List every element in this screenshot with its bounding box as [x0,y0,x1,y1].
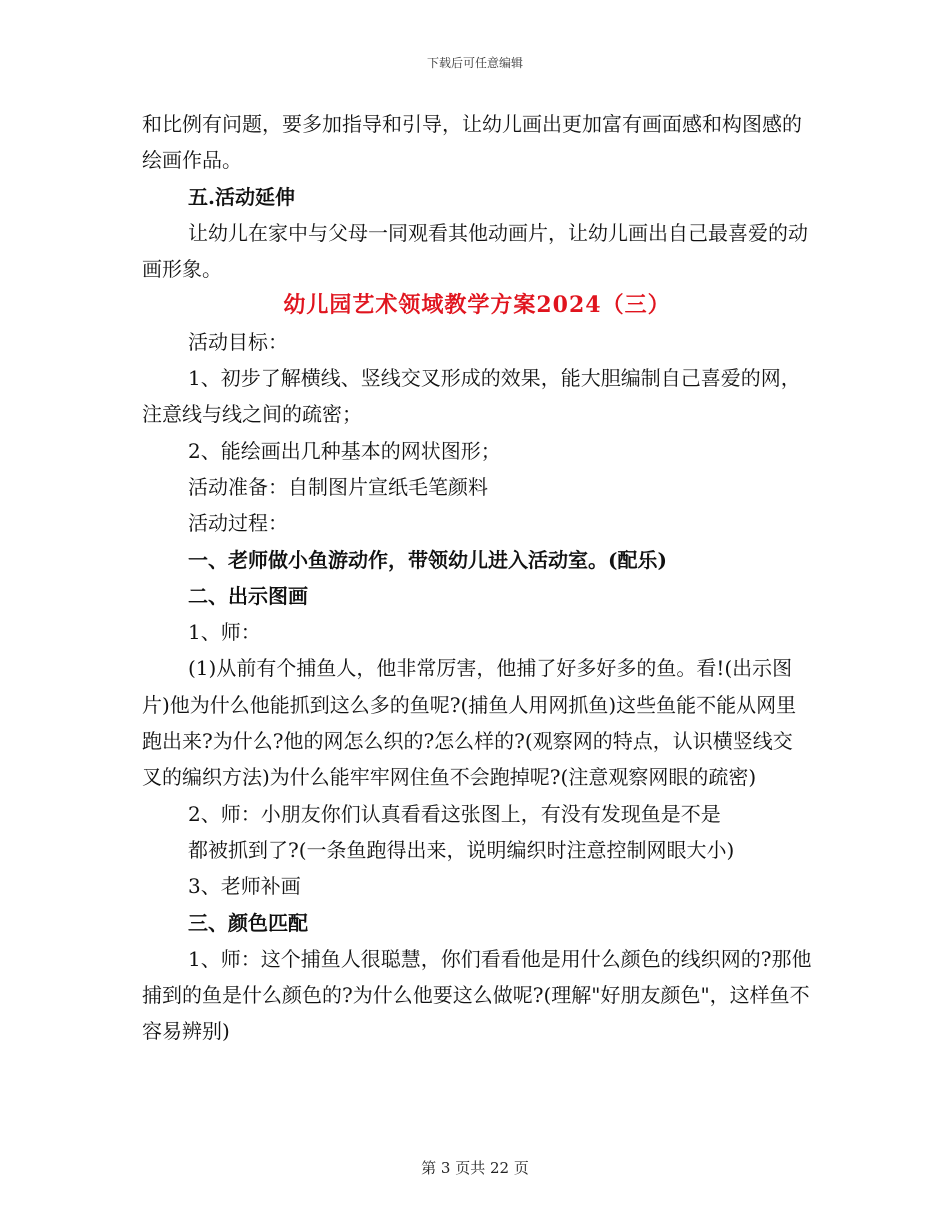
paragraph: (1)从前有个捕鱼人，他非常厉害，他捕了好多好多的鱼。看!(出示图片)他为什么他能抓到这么多的鱼呢?(捕鱼人用网抓鱼)这些鱼能不能从网里跑出来?为什么?他的网怎么织的?怎么样的?(观察网的特点，认识横竖线交叉的编织方法)为什么能牢牢网住鱼不会跑掉呢?(注意观察网眼的疏密) [142,656,797,790]
paragraph: 1、初步了解横线、竖线交叉形成的效果，能大胆编制自己喜爱的网，注意线与线之间的疏密； [142,366,801,427]
paragraph: 让幼儿在家中与父母一同观看其他动画片，让幼儿画出自己最喜爱的动画形象。 [142,220,808,282]
header-note: 下载后可任意编辑 [426,56,523,70]
paragraph: 都被抓到了?(一条鱼跑得出来，说明编织时注意控制网眼大小) [188,837,735,862]
paragraph: 2、能绘画出几种基本的网状图形； [188,438,501,463]
page-footer: 第 3 页共 22 页 [421,1159,529,1177]
section-heading: 三、颜色匹配 [188,910,308,935]
paragraph: 活动过程： [188,511,288,536]
document-body [142,106,812,1050]
section-heading: 二、出示图画 [188,583,308,608]
paragraph: 1、师：这个捕鱼人很聪慧，你们看看他是用什么颜色的线织网的?那他捕到的鱼是什么颜色的?为什么他要这么做呢?(理解"好朋友颜色"，这样鱼不容易辨别) [142,946,812,1044]
section-title: 幼儿园艺术领域教学方案2024（三） [283,292,671,319]
section-heading: 一、老师做小鱼游动作，带领幼儿进入活动室。(配乐) [188,547,667,572]
paragraph: 活动目标： [188,329,288,354]
paragraph: 和比例有问题，要多加指导和引导，让幼儿画出更加富有画面感和构图感的绘画作品。 [142,112,802,173]
paragraph: 1、师： [188,620,261,645]
paragraph: 2、师：小朋友你们认真看看这张图上，有没有发现鱼是不是 [188,801,721,826]
paragraph: 活动准备：自制图片宣纸毛笔颜料 [188,474,488,499]
section-heading: 五.活动延伸 [188,184,295,209]
paragraph: 3、老师补画 [188,874,301,899]
